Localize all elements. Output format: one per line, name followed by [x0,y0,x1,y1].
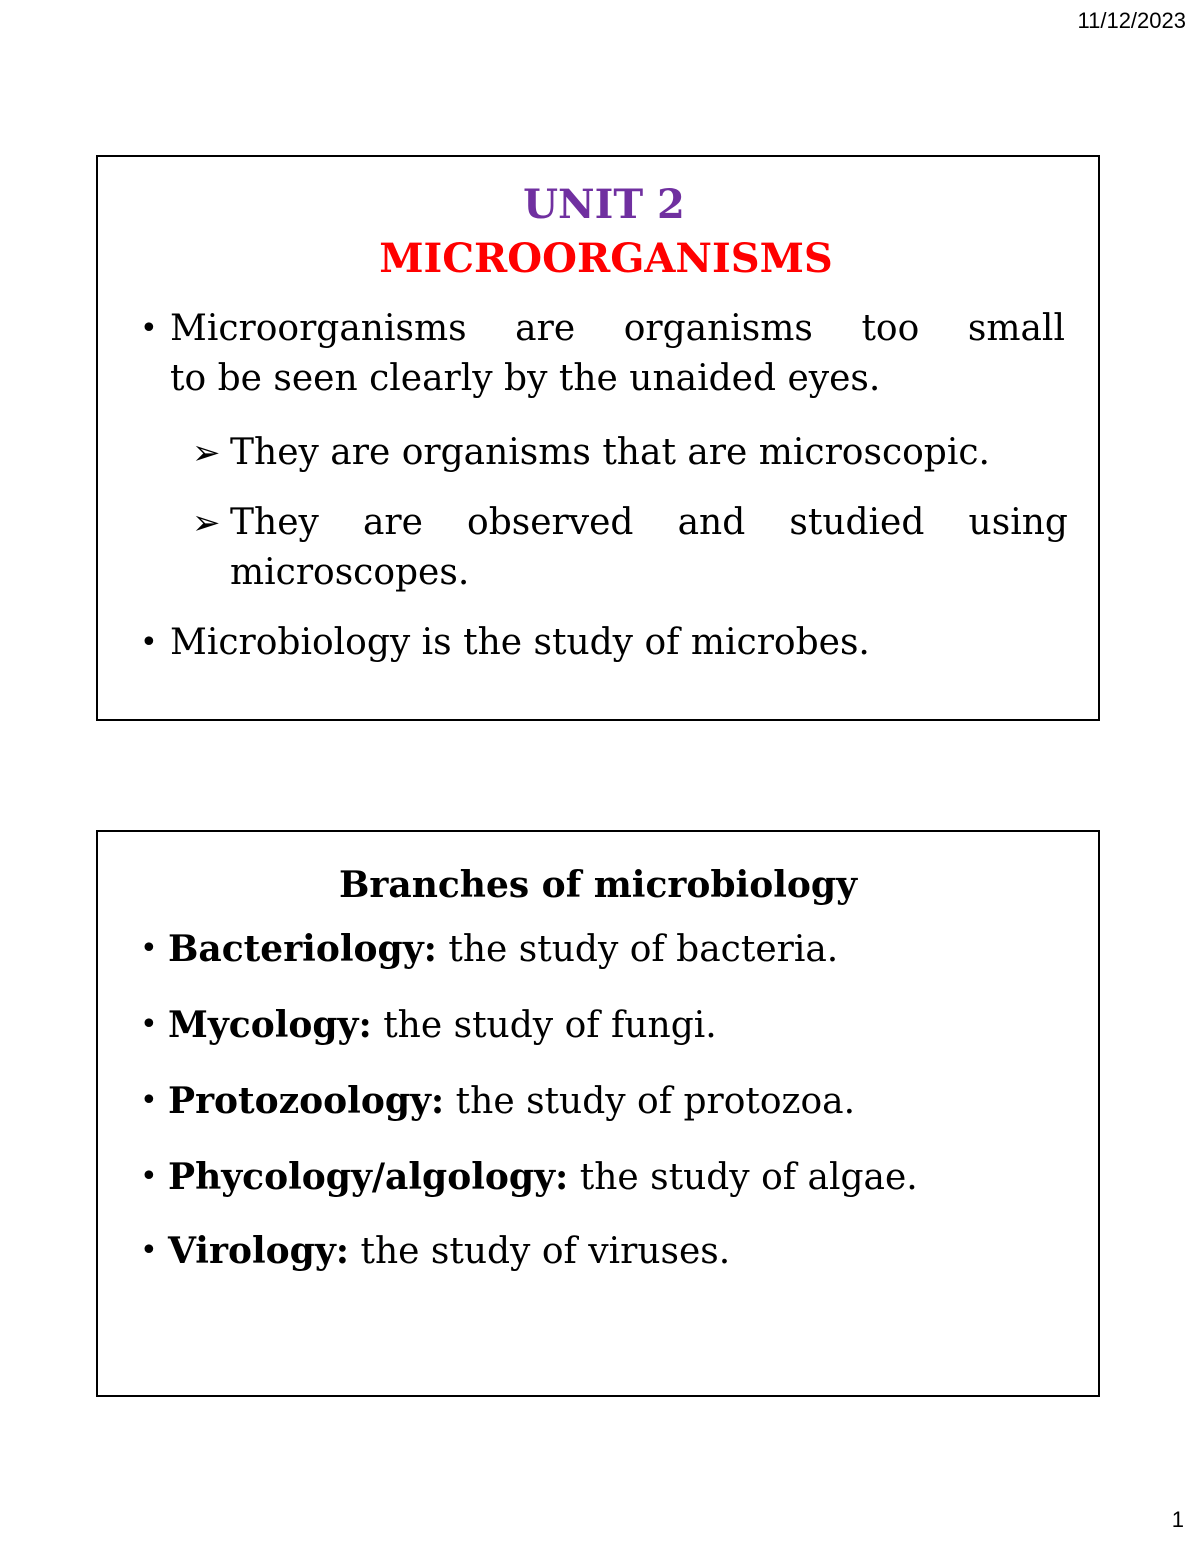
slide-1-title: MICROORGANISMS [379,235,833,282]
word: observed [467,502,634,543]
bullet-dot-icon: • [140,625,158,660]
branch-text [168,1226,730,1277]
bullet-text [170,304,1065,404]
bullet-dot-icon: • [140,1233,158,1268]
branch-desc: the study of fungi. [371,1005,717,1046]
branch-desc: the study of algae. [568,1157,918,1198]
word: small [967,308,1065,349]
sub-bullet-text: They are organisms that are microscopic. [230,432,990,473]
unit-heading: UNIT 2 [523,181,685,228]
slide-2-title: Branches of microbiology [338,864,858,906]
word: are [515,308,576,349]
sub-bullet-text [230,498,1068,598]
branch-term: Bacteriology: [168,928,437,970]
word: studied [789,502,925,543]
bullet-dot-icon: • [140,1083,158,1118]
bullet-line-2: to be seen clearly by the unaided eyes. [170,358,881,399]
branch-desc: the study of bacteria. [436,929,839,970]
page-number: 1 [1171,1507,1184,1532]
branch-term: Virology: [168,1230,350,1272]
arrow-right-icon: ➢ [192,503,221,543]
bullet-dot-icon: • [140,1007,158,1042]
branch-term: Phycology/algology: [168,1156,569,1198]
sub-bullet-line-1 [230,498,1068,548]
bullet-dot-icon: • [140,931,158,966]
branch-text [168,924,838,975]
word: using [968,502,1068,543]
branch-term: Mycology: [168,1004,372,1046]
branch-desc: the study of viruses. [349,1231,731,1272]
sub-bullet-line-2: microscopes. [230,552,470,593]
page-date: 11/12/2023 [1077,8,1186,33]
bullet-dot-icon: • [140,1159,158,1194]
word: too [861,308,920,349]
word: They [230,502,319,543]
branch-term: Protozoology: [168,1080,445,1122]
branch-text [168,1152,918,1203]
word: Microorganisms [170,308,467,349]
branch-desc: the study of protozoa. [444,1081,856,1122]
bullet-line-1 [170,304,1065,354]
word: are [362,502,423,543]
branch-text [168,1076,855,1127]
branch-text [168,1000,717,1051]
bullet-text: Microbiology is the study of microbes. [170,622,870,663]
word: and [677,502,746,543]
arrow-right-icon: ➢ [192,433,221,473]
bullet-dot-icon: • [140,311,158,346]
word: organisms [623,308,813,349]
